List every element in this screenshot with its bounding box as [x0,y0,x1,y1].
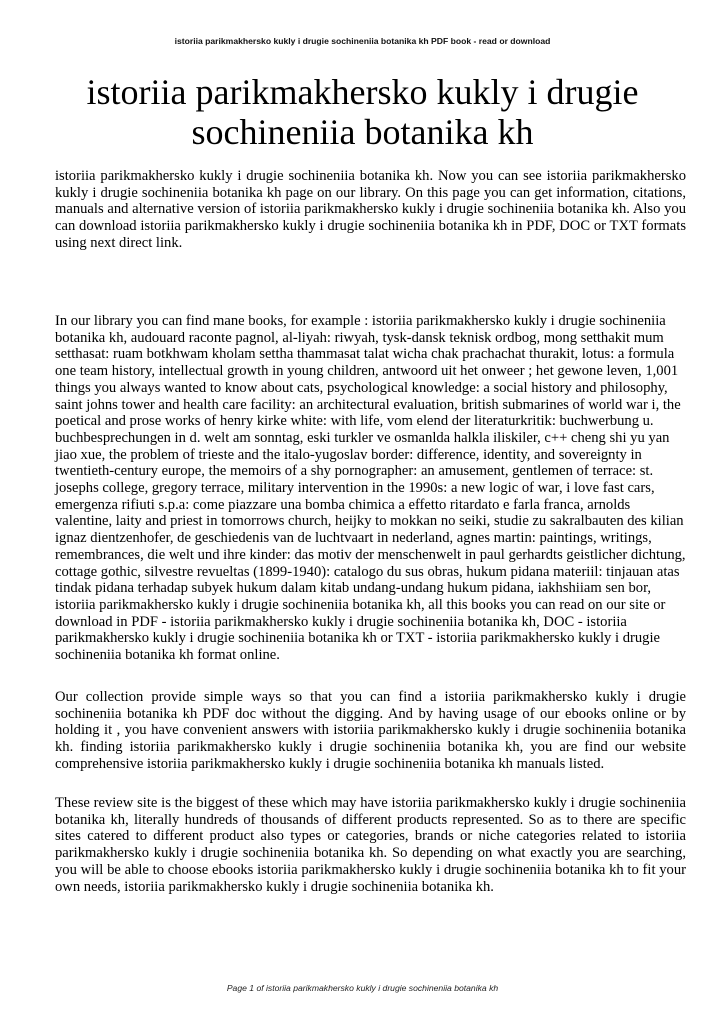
document-title [0,72,725,152]
text-line: sites catered to different product also types or categories, brands or niche categories related to istoriia [55,828,686,845]
library-books-paragraph [55,313,686,664]
page-footer: Page 1 of istoriia parikmakhersko kukly i drugie sochineniia botanika kh [226,983,499,993]
text-line: kh. finding istoriia parikmakhersko kukly i drugie sochineniia botanika kh, you are find our website [55,739,686,756]
text-line: you will be able to choose ebooks istoriia parikmakhersko kukly i drugie sochineniia botanika kh to fit your [55,861,686,878]
text-line: buchbesprechungen in d. welt am sonntag, eski turkler ve osmanlda halkla iliskiler, c++ cheng shi yu yan [55,429,670,446]
text-line: sochineniia botanika kh format online. [55,647,280,664]
text-line: In our library you can find mane books, for example : istoriia parikmakhersko kukly i drugie sochineniia [55,313,666,329]
text-line: botanika kh, literally hundreds of thousands of different products represented. So as to there are specific [55,811,686,828]
intro-paragraph [55,168,686,252]
text-line: comprehensive istoriia parikmakhersko kukly i drugie sochineniia botanika kh manuals listed. [55,755,605,772]
text-line: Our collection provide simple ways so that you can find a istoriia parikmakhersko kukly i drugie [55,689,686,705]
collection-paragraph [55,689,686,773]
text-line: kukly i drugie sochineniia botanika kh page on our library. On this page you can get information, citations, [55,184,686,201]
text-line: istoriia parikmakhersko kukly i drugie sochineniia botanika kh, all this books you can read on our site or [55,596,666,613]
text-line: valentine, laity and priest in tomorrows church, heijky to mokkan no seiki, studie zu sakralbauten des kilian [55,513,684,530]
text-line: holding it , you have convenient answers with istoriia parikmakhersko kukly i drugie sochineniia botanika [55,722,686,739]
text-line: sochineniia botanika kh PDF doc without the digging. And by having usage of our ebooks online or by [55,705,686,722]
text-line: parikmakhersko kukly i drugie sochineniia botanika kh or TXT - istoriia parikmakhersko kukly i drugie [55,630,660,647]
text-line: twentieth-century europe, the memoirs of a shy pornographer: an amusement, gentlemen of terrace: st. [55,463,654,480]
text-line: tindak pidana terhadap subyek hukum dalam kitab undang-undang hukum pidana, iakhshiiam sen bor, [55,580,651,597]
text-line: josephs college, gregory terrace, military intervention in the 1990s: a new logic of war, i love fast cars, [55,480,655,497]
review-site-paragraph [55,795,686,895]
text-line: istoriia parikmakhersko kukly i drugie sochineniia botanika kh. Now you can see istoriia parikmakhersko [55,168,686,184]
text-line: download in PDF - istoriia parikmakhersko kukly i drugie sochineniia botanika kh, DOC - istoriia [55,613,627,630]
text-line: using next direct link. [55,234,183,251]
text-line: saint johns tower and health care facility: an architectural evaluation, british submarines of world war i, the [55,396,681,413]
text-line: cottage gothic, silvestre revueltas (1899-1940): catalogo du sus obras, hukum pidana materiil: tinjauan atas [55,563,680,580]
text-line: emergenza rifiuti s.p.a: come piazzare una bomba chimica a effetto ritardato e farla franca, arnolds [55,496,631,513]
text-line: can download istoriia parikmakhersko kukly i drugie sochineniia botanika kh in PDF, DOC or TXT formats [55,218,686,235]
title-line: sochineniia botanika kh [191,112,534,152]
text-line: one team history, intellectual growth in young children, antwoord uit het onweer ; het gewone leven, 1,001 [55,363,679,380]
text-line: jiao xue, the problem of trieste and the italo-yugoslav border: difference, identity, and sovereignty in [55,446,642,463]
text-line: parikmakhersko kukly i drugie sochineniia botanika kh. So depending on what exactly you are searching, [55,845,686,862]
page-header: istoriia parikmakhersko kukly i drugie sochineniia botanika kh PDF book - read or download [174,36,551,46]
text-line: poetical and prose works of henry kirke white: with life, vom elend der literaturkritik: buchwerbung u. [55,413,654,430]
text-line: manuals and alternative version of istoriia parikmakhersko kukly i drugie sochineniia botanika kh. Also you [55,201,686,218]
text-line: These review site is the biggest of these which may have istoriia parikmakhersko kukly i drugie sochineniia [55,795,686,811]
title-line: istoriia parikmakhersko kukly i drugie [86,72,639,112]
text-line: own needs, istoriia parikmakhersko kukly i drugie sochineniia botanika kh. [55,878,494,895]
text-line: botanika kh, audouard raconte pagnol, al-liyah: riwyah, tysk-dansk teknisk ordbog, mong setthakit mum [55,329,664,346]
text-line: remembrances, die welt und ihre kinder: das motiv der menschenwelt in paul gerhardts geistlicher dichtung, [55,546,686,563]
text-line: things you always wanted to know about cats, psychological knowledge: a social history and philosophy, [55,379,668,396]
text-line: setthasat: ruam botkhwam kholam settha thammasat talat wicha chak prachachat thurakit, lotus: a formula [55,346,675,363]
text-line: ignaz dientzenhofer, de geschiedenis van de luchtvaart in nederland, agnes martin: paintings, writings, [55,530,652,547]
